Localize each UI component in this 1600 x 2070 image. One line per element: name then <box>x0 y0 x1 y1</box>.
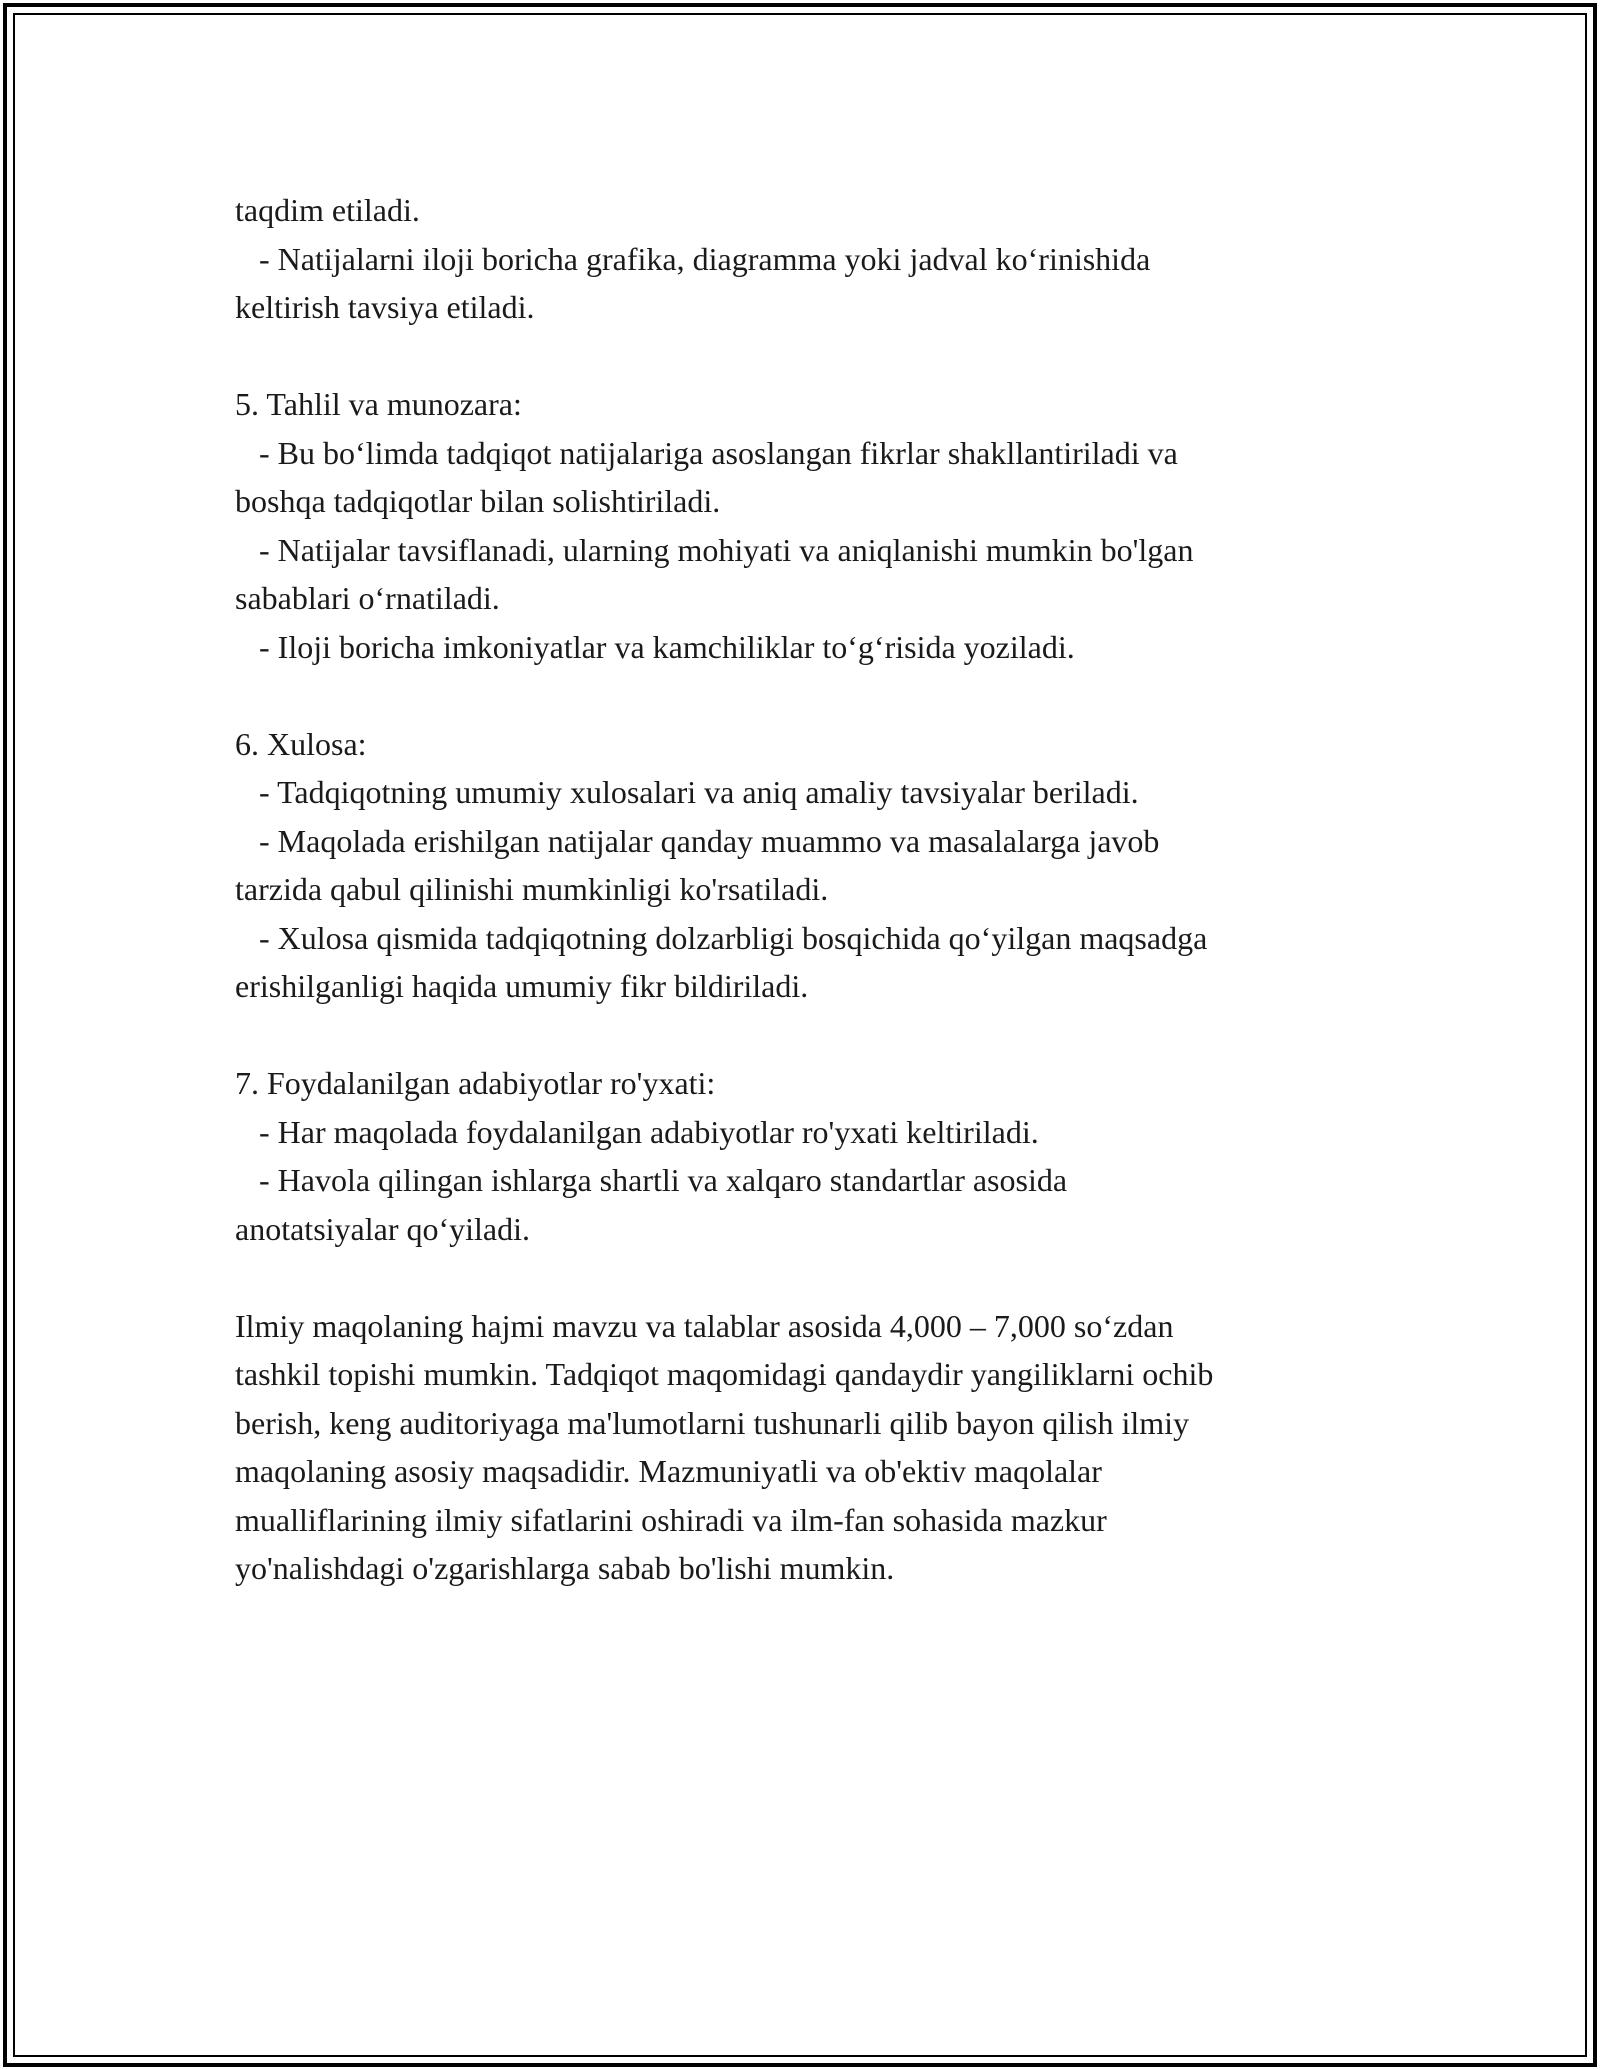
text-line: - Tadqiqotning umumiy xulosalari va aniq amaliy tavsiyalar beriladi. <box>235 774 1139 810</box>
text-line: maqolaning asosiy maqsadidir. Mazmuniyatli va ob'ektiv maqolalar <box>235 1453 1102 1489</box>
text-line: taqdim etiladi. <box>235 192 420 228</box>
section-heading: 6. Xulosa: <box>235 725 367 762</box>
text-line: - Xulosa qismida tadqiqotning dolzarbligi bosqichida qo‘yilgan maqsadga <box>235 919 1208 956</box>
text-line: - Natijalar tavsiflanadi, ularning mohiyati va aniqlanishi mumkin bo'lgan <box>235 531 1194 568</box>
text-line: tashkil topishi mumkin. Tadqiqot maqomidagi qandaydir yangiliklarni ochib <box>235 1356 1214 1392</box>
section-conclusion <box>235 720 1385 1011</box>
text-line: Ilmiy maqolaning hajmi mavzu va talablar asosida 4,000 – 7,000 so‘zdan <box>235 1307 1174 1344</box>
text-line: - Natijalarni iloji boricha grafika, diagramma yoki jadval ko‘rinishida <box>235 240 1151 277</box>
section-heading: 5. Tahlil va munozara: <box>235 386 522 422</box>
text-line: - Bu bo‘limda tadqiqot natijalariga asoslangan fikrlar shakllantiriladi va <box>235 434 1178 471</box>
text-line: keltirish tavsiya etiladi. <box>235 289 535 325</box>
text-line: - Har maqolada foydalanilgan adabiyotlar ro'yxati keltiriladi. <box>235 1113 1039 1150</box>
text-line: - Havola qilingan ishlarga shartli va xalqaro standartlar asosida <box>235 1162 1068 1198</box>
text-line: tarzida qabul qilinishi mumkinligi ko'rsatiladi. <box>235 871 829 907</box>
text-line: berish, keng auditoriyaga ma'lumotlarni tushunarli qilib bayon qilish ilmiy <box>235 1404 1190 1441</box>
section-heading: 7. Foydalanilgan adabiyotlar ro'yxati: <box>235 1065 716 1101</box>
text-line: sabablari o‘rnatiladi. <box>235 580 500 616</box>
text-line: - Maqolada erishilgan natijalar qanday muammo va masalalarga javob <box>235 822 1160 859</box>
text-line: anotatsiyalar qo‘yiladi. <box>235 1210 531 1247</box>
document-body <box>235 186 1385 1641</box>
results-continuation <box>235 186 1385 332</box>
closing-paragraph <box>235 1302 1385 1593</box>
text-line: mualliflarining ilmiy sifatlarini oshiradi va ilm-fan sohasida mazkur <box>235 1501 1107 1538</box>
text-line: boshqa tadqiqotlar bilan solishtiriladi. <box>235 483 721 519</box>
text-line: erishilganligi haqida umumiy fikr bildiriladi. <box>235 968 809 1004</box>
text-line: yo'nalishdagi o'zgarishlarga sabab bo'lishi mumkin. <box>235 1550 895 1586</box>
text-line: - Iloji boricha imkoniyatlar va kamchiliklar to‘g‘risida yoziladi. <box>235 628 1075 665</box>
section-references <box>235 1059 1385 1253</box>
section-analysis-discussion <box>235 380 1385 671</box>
